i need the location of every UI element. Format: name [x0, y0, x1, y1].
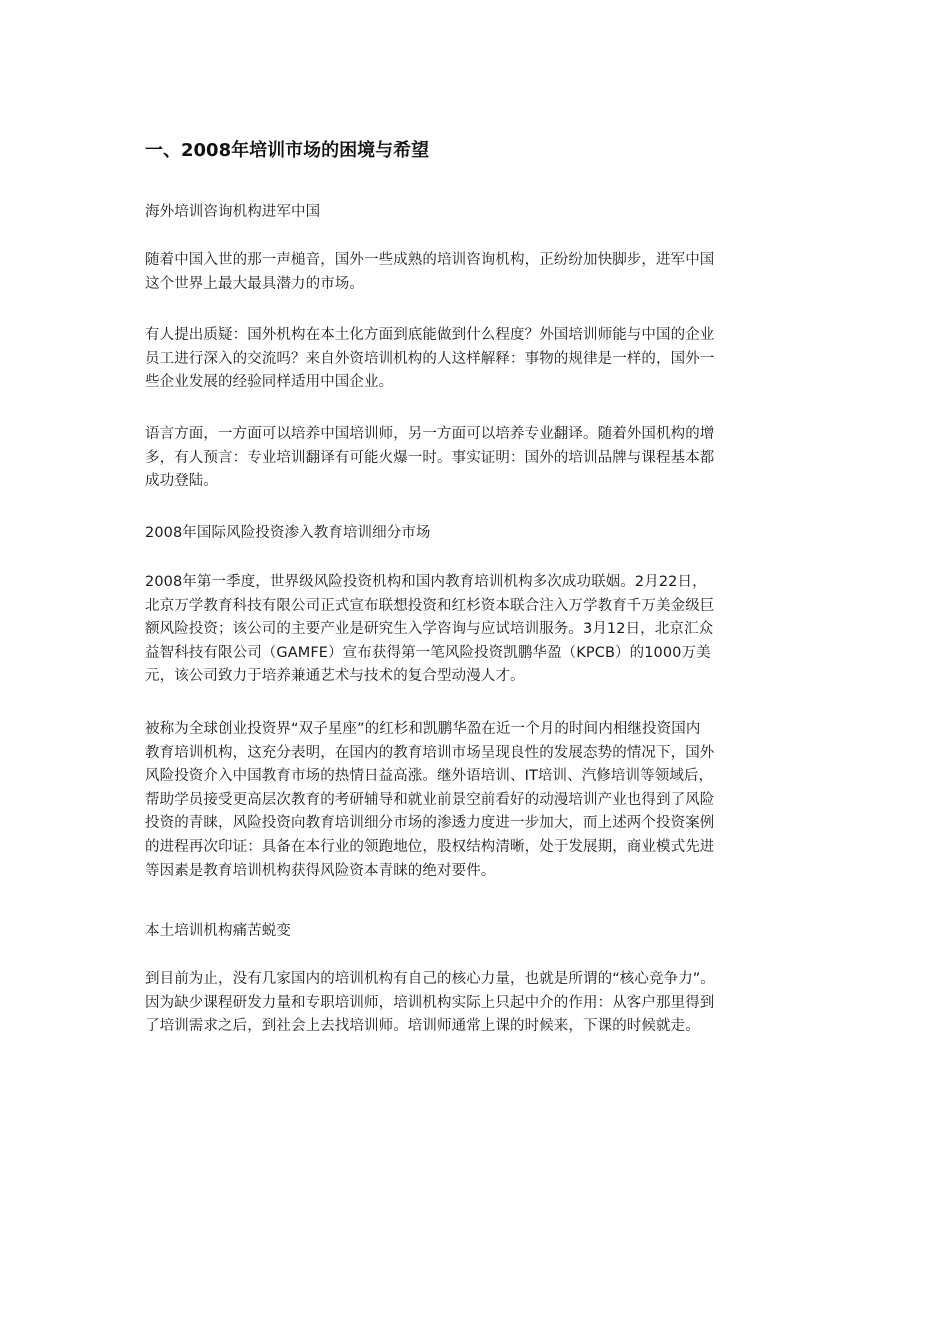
text-line: 成功登陆。 — [145, 473, 218, 490]
text-line: 额风险投资；该公司的主要产业是研究生入学咨询与应试培训服务。3月12日，北京汇众 — [145, 621, 714, 638]
paragraph-first-quarter — [145, 571, 810, 689]
text-line: 了培训需求之后，到社会上去找培训师。培训师通常上课的时候来，下课的时候就走。 — [145, 1018, 700, 1035]
paragraph-core-competence — [145, 968, 810, 1039]
section-heading-overseas — [145, 201, 810, 225]
text-line: 被称为全球创业投资界“双子星座”的红杉和凯鹏华盈在近一个月的时间内相继投资国内 — [145, 721, 701, 737]
text-line: 元，该公司致力于培养兼通艺术与技术的复合型动漫人才。 — [145, 668, 525, 685]
text-line: 语言方面，一方面可以培养中国培训师，另一方面可以培养专业翻译。随着外国机构的增 — [145, 426, 715, 442]
text-line: 因为缺少课程研发力量和专职培训师，培训机构实际上只起中介的作用：从客户那里得到 — [145, 994, 715, 1011]
paragraph-sequoia-kpcb — [145, 718, 810, 883]
text-line: 2008年第一季度，世界级风险投资机构和国内教育培训机构多次成功联姻。2月22日， — [145, 574, 707, 590]
text-line: 投资的青睐，风险投资向教育培训细分市场的渗透力度进一步加大，而上述两个投资案例 — [145, 815, 715, 832]
text-line: 有人提出质疑：国外机构在本土化方面到底能做到什么程度？外国培训师能与中国的企业 — [145, 327, 715, 343]
text-line: 些企业发展的经验同样适用中国企业。 — [145, 374, 394, 391]
text-line: 北京万学教育科技有限公司正式宣布联想投资和红杉资本联合注入万学教育千万美金级巨 — [145, 597, 715, 614]
text-line: 到目前为止，没有几家国内的培训机构有自己的核心力量，也就是所谓的“核心竞争力”。 — [145, 971, 716, 987]
text-line: 帮助学员接受更高层次教育的考研辅导和就业前景空前看好的动漫培训产业也得到了风险 — [145, 791, 715, 808]
paragraph-wto-entry — [145, 249, 810, 296]
text-line: 教育培训机构，这充分表明，在国内的教育培训市场呈现良性的发展态势的情况下，国外 — [145, 744, 715, 761]
text-line: 员工进行深入的交流吗？来自外资培训机构的人这样解释：事物的规律是一样的，国外一 — [145, 350, 715, 367]
text-line: 多，有人预言：专业培训翻译有可能火爆一时。事实证明：国外的培训品牌与课程基本都 — [145, 449, 715, 466]
text-line: 益智科技有限公司（GAMFE）宣布获得第一笔风险投资凯鹏华盈（KPCB）的1000万美 — [145, 644, 711, 661]
text-line: 随着中国入世的那一声槌音，国外一些成熟的培训咨询机构，正纷纷加快脚步，进军中国 — [145, 252, 715, 268]
section-heading-local-institutions — [145, 920, 810, 944]
text-line: 等因素是教育培训机构获得风险资本青睐的绝对要件。 — [145, 862, 496, 879]
text-line: 本土培训机构痛苦蜕变 — [145, 923, 291, 939]
text-line: 2008年国际风险投资渗入教育培训细分市场 — [145, 525, 431, 541]
paragraph-language — [145, 423, 810, 494]
text-line: 这个世界上最大最具潜力的市场。 — [145, 275, 364, 292]
text-line: 的进程再次印证：具备在本行业的领跑地位，股权结构清晰，处于发展期，商业模式先进 — [145, 838, 715, 855]
section-heading-venture-capital — [145, 522, 810, 546]
text-line: 风险投资介入中国教育市场的热情日益高涨。继外语培训、IT培训、汽修培训等领域后， — [145, 768, 714, 785]
document-title: 一、2008年培训市场的困境与希望 — [145, 140, 430, 161]
paragraph-localization-doubt — [145, 324, 810, 395]
text-line: 海外培训咨询机构进军中国 — [145, 204, 321, 220]
